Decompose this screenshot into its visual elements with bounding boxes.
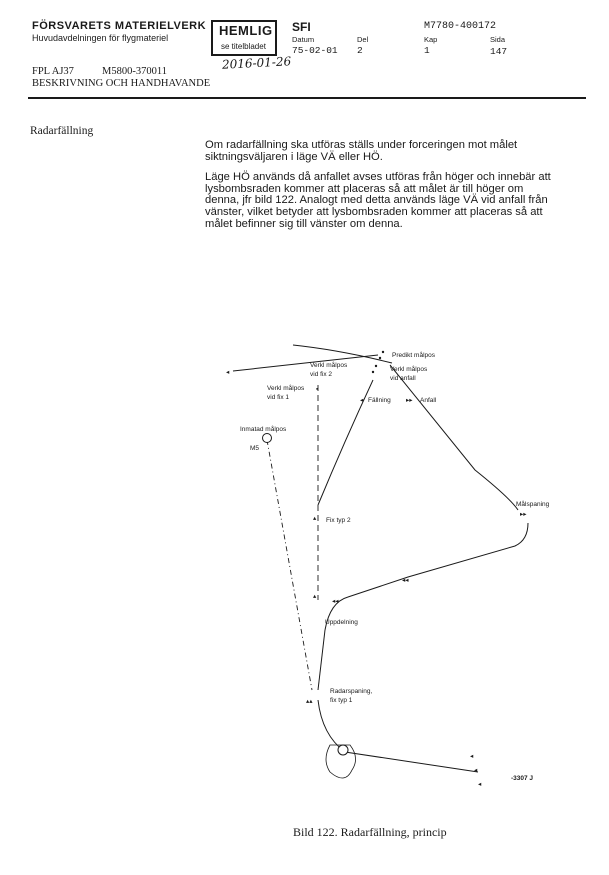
sida-value: 147 [490,46,508,57]
label-verkl-fix1-2: vid fix 1 [267,394,290,401]
paragraph-1: Om radarfällning ska utföras ställs under forceringen mot målet siktningsväljaren i läge VÄ eller HÖ. [205,139,518,163]
approach-curve [318,700,345,752]
figure-number: -3307 J [511,775,534,782]
outbound-track [345,752,478,772]
organization-name: FÖRSVARETS MATERIELVERK [32,20,207,32]
del-label: Del [357,35,369,44]
label-verkl-fix2-1: Verkl målpos [310,362,348,369]
label-fix-typ-2: Fix typ 2 [326,517,351,524]
fix2-track [318,380,373,505]
aircraft-arrow-icon: ◂ [470,753,474,760]
inmatad-target-marker [263,434,272,443]
dot-icon [382,351,384,353]
label-anfall: Anfall [420,397,437,404]
del-value: 2 [357,45,363,56]
attack-track [390,365,518,510]
datum-label: Datum [292,35,315,44]
aircraft-arrow-icon: ◂◂ [332,598,339,605]
section-heading: Radarfällning [30,125,94,137]
label-verkl-anfall-1: Verkl målpos [390,366,428,373]
kap-label: Kap [424,35,438,44]
label-inmatad: Inmatad målpos [240,426,287,433]
sida-label: Sida [490,35,506,44]
figure-caption: Bild 122. Radarfällning, princip [293,825,447,839]
aircraft-arrow-icon: ◂ [474,767,478,774]
kap-value: 1 [424,45,430,56]
division-name: Huvudavdelningen för flygmateriel [32,33,169,43]
paragraph-2: Läge HÖ används då anfallet avses utföras från höger och innebär att lysbombsraden kommer att placeras så att målet är till höger om denna, jfr bild 122. Analogt med detta används läge VÄ vid anfall från vänster, vilket betyder att lysbombsraden kommer att placeras så att målet befinner sig till vänster om denna. [205,171,551,230]
aircraft-arrow-icon: ▪ [316,386,319,393]
aircraft-designation: FPL AJ37 [32,66,74,77]
label-fallning: Fällning [368,397,391,404]
doc-number: M7780-400172 [424,21,497,32]
entry-track [233,355,378,371]
doc-type: SFI [292,20,311,34]
label-verkl-fix2-2: vid fix 2 [310,371,333,378]
target-position-marker [338,745,348,755]
label-uppdelning: Uppdelning [325,619,358,626]
label-malspaning: Målspaning [516,501,550,508]
predicted-target-arc [293,345,392,363]
label-verkl-fix1-1: Verkl målpos [267,385,305,392]
return-track [325,523,528,630]
aircraft-arrow-icon: ▸▸ [406,397,413,404]
aircraft-arrow-icon: ▴▴ [306,698,313,705]
dot-icon [379,357,381,359]
label-m5: M5 [250,445,260,452]
aircraft-arrow-icon: ◂◂ [402,577,409,584]
stamp-note: se titelbladet [221,42,266,51]
split-track [318,630,325,690]
aircraft-arrow-icon: ▴ [313,515,317,522]
dot-icon [372,371,374,373]
aircraft-arrow-icon: ◂ [360,397,364,404]
handwritten-date: 2016-01-26 [221,54,292,72]
aircraft-arrow-icon: ◂ [226,369,230,376]
label-radarspaning-1: Radarspaning, [330,688,373,695]
datum-value: 75-02-01 [292,45,338,56]
aircraft-arrow-icon: ◂ [478,781,482,788]
label-predikt: Predikt målpos [392,352,435,359]
aircraft-arrow-icon: ▸▸ [520,511,527,518]
label-verkl-anfall-2: vid anfall [390,375,416,382]
reference-number: M5800-370011 [102,66,167,77]
document-subtitle: BESKRIVNING OCH HANDHAVANDE [32,78,211,89]
label-radarspaning-2: fix typ 1 [330,697,353,704]
m5-dashdot-line [267,440,312,690]
dot-icon [375,365,377,367]
aircraft-arrow-icon: ▴ [313,593,317,600]
stamp-title: HEMLIG [219,23,273,38]
